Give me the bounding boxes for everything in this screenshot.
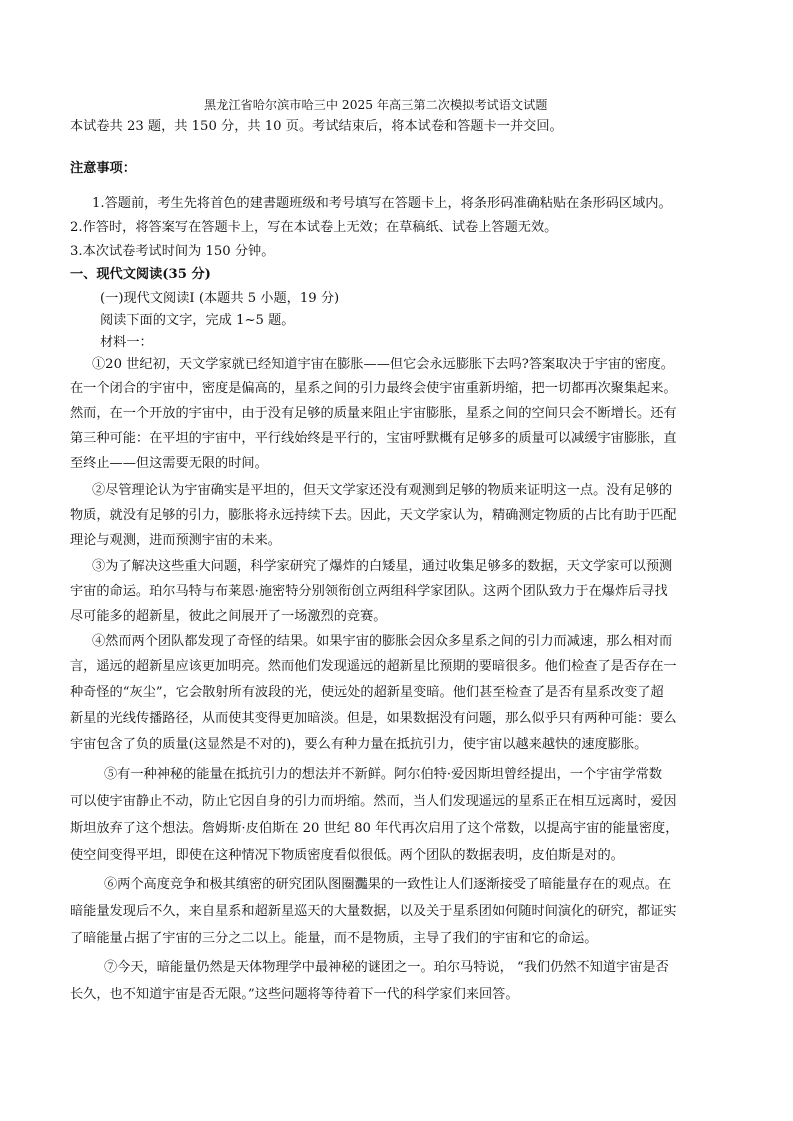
- passage-p1-line-1: ①20 世纪初，天文学家就已经知道宇宙在膨胀——但它会永远膨胀下去吗?答案取决于宇宙的密度。: [92, 357, 674, 372]
- passage-p5-line-4: 使空间变得平坦，即使在这种情况下物质密度看似很低。两个团队的数据表明，皮伯斯是对的。: [70, 848, 624, 863]
- reading-instruction: 阅读下面的文字，完成 1~5 题。: [100, 313, 295, 328]
- exam-intro: 本试卷共 23 题，共 150 分，共 10 页。考试结束后，将本试卷和答题卡一并交回。: [70, 119, 563, 134]
- notice-item-1: 1.答题前，考生先将首色的建書题班级和考号填写在答题卡上，将条形码准确粘贴在条形码区域内。: [92, 196, 672, 211]
- passage-p4-line-3: 种奇怪的“灰尘”，它会散射所有波段的光，使远处的超新星变暗。他们甚至检查了是否有星系改变了超: [70, 685, 664, 700]
- passage-p6-line-3: 了暗能量占据了宇宙的三分之二以上。能量，而不是物质，主导了我们的宇宙和它的命运。: [70, 931, 598, 946]
- passage-p1-line-4: 第三种可能：在平坦的宇宙中，平行线始终是平行的，宝宙呼默概有足够多的质量可以减缓宇宙膨胀，直: [70, 431, 677, 446]
- subsection-heading: (一)现代文阅读Ⅰ (本题共 5 小题，19 分): [100, 291, 340, 306]
- passage-p4-line-5: 宇宙包含了负的质量(这显然是不对的)，要么有种力量在抵抗引力，使宇宙以越来越快的速度膨胀。: [70, 737, 648, 752]
- section-heading: 一、现代文阅读(35 分): [70, 267, 211, 282]
- notice-heading: 注意事项：: [70, 161, 136, 176]
- material-label: 材料一：: [100, 335, 153, 350]
- passage-p4-line-4: 新星的光线传播路径，从而使其变得更加暗淡。但是，如果数据没有问题，那么似乎只有两种可能：要么: [70, 711, 677, 726]
- passage-p5-line-1: ⑤有一种神秘的能量在抵抗引力的想法并不新鲜。阿尔伯特·爱因斯坦曾经提出，一个宇宙学常数: [104, 767, 663, 782]
- passage-p7-line-1: ⑦今天，暗能量仍然是天体物理学中最神秘的谜团之一。珀尔马特说， “我们仍然不知道宇宙是否: [104, 960, 669, 975]
- passage-p2-line-3: 理论与观测，进而预测宇宙的未来。: [70, 533, 281, 548]
- passage-p7-line-2: 长久，也不知道宇宙是否无限。”这些问题将等待着下一代的科学家们来回答。: [70, 987, 519, 1002]
- passage-p4-line-1: ④然而两个团队都发现了奇怪的结果。如果宇宙的膨胀会因众多星系之间的引力而减速，那么相对而: [92, 634, 673, 649]
- passage-p3-line-3: 尽可能多的超新星，彼此之间展开了一场激烈的竞赛。: [70, 609, 387, 624]
- passage-p2-line-2: 物质，就没有足够的引力，膨胀将永远持续下去。因此，天文学家认为，精确测定物质的占比有助于匹配: [70, 508, 677, 523]
- passage-p3-line-2: 宇宙的命运。珀尔马特与布莱恩·施密特分别领衔创立两组科学家团队。这两个团队致力于在爆炸后寻找: [70, 584, 668, 599]
- passage-p4-line-2: 言，遥远的超新星应该更加明亮。然而他们发现遥远的超新星比预期的要暗很多。他们检查了是否存在一: [70, 659, 677, 674]
- notice-item-2: 2.作答时，将答案写在答题卡上，写在本试卷上无效；在草稿纸、试卷上答题无效。: [70, 220, 558, 235]
- passage-p6-line-1: ⑥两个高度竞争和极其缜密的研究团队图圈灩果的一致性让人们逐渐接受了暗能量存在的观点。在: [104, 877, 672, 892]
- passage-p3-line-1: ③为了解决这些重大问题，科学家研究了爆炸的白矮星，通过收集足够多的数据，天文学家可以预测: [92, 559, 673, 574]
- passage-p5-line-2: 可以使宇宙静止不动，防止它因自身的引力而坍缩。然而，当人们发现遥远的星系正在相互远离时，爱因: [70, 794, 677, 809]
- passage-p1-line-3: 然而，在一个开放的宇宙中，由于没有足够的质量来阻止宇宙膨胀，星系之间的空间只会不断增长。还有: [70, 406, 677, 421]
- passage-p5-line-3: 斯坦放弃了这个想法。詹姆斯·皮伯斯在 20 世纪 80 年代再次启用了这个常数，以提高宇宙的能量密度，: [70, 821, 679, 836]
- passage-p1-line-2: 在一个闭合的宇宙中，密度是偏高的，星系之间的引力最终会使宇宙重新坍缩，把一切都再次聚集起来。: [70, 381, 677, 396]
- passage-p2-line-1: ②尽管理论认为宇宙确实是平坦的，但天文学家还没有观测到足够的物质来证明这一点。没有足够的: [92, 483, 673, 498]
- passage-p6-line-2: 暗能量发现后不久，来自星系和超新星巡天的大量数据，以及关于星系团如何随时间演化的研究，都证实: [70, 904, 677, 919]
- passage-p1-line-5: 至终止——但这需要无限的时间。: [70, 456, 268, 471]
- notice-item-3: 3.本次试卷考试时间为 150 分钟。: [70, 244, 275, 259]
- exam-title: 黑龙江省哈尔滨市哈三中 2025 年高三第二次模拟考试语文试题: [204, 98, 548, 112]
